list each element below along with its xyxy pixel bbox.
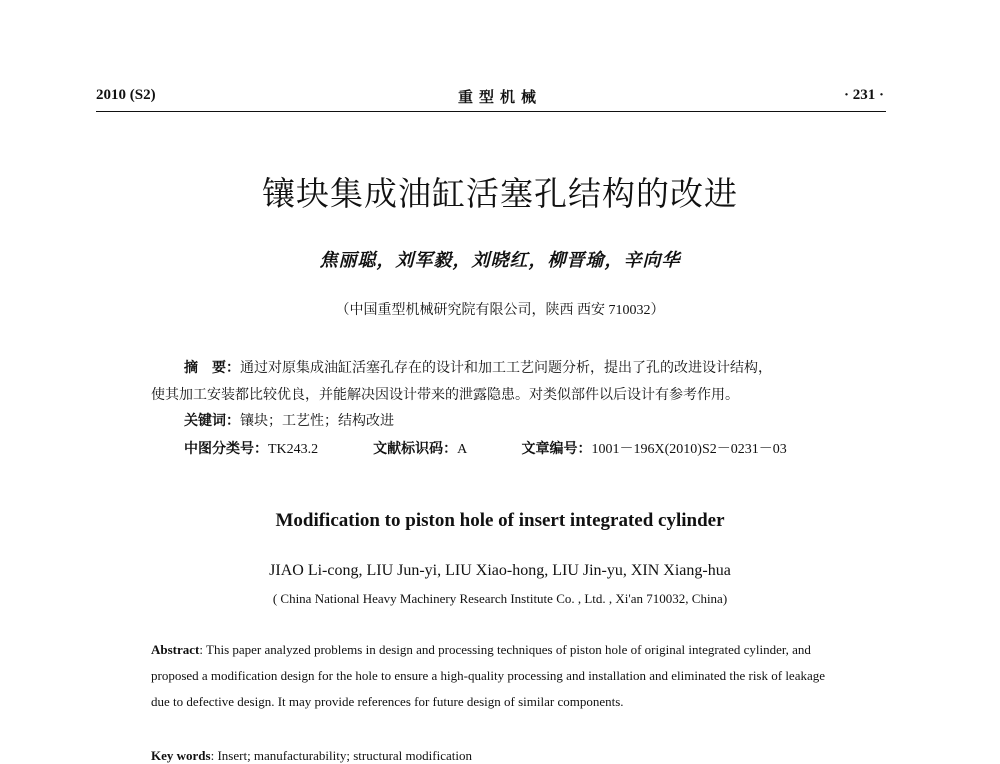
journal-name: 重型机械 [457,90,542,106]
page-number: · 231 · [843,87,884,103]
abstract-en [151,637,843,715]
keywords-cn-label: 关键词： [184,414,240,429]
classification-row [184,438,787,458]
authors-en: JIAO Li-cong, LIU Jun-yi, LIU Xiao-hong, LIU Jin-yu, XIN Xiang-hua [269,562,731,579]
keywords-cn [184,410,394,430]
abstract-cn-label: 摘 要： [184,361,240,376]
paper-title-cn: 镶块集成油缸活塞孔结构的改进 [262,174,738,213]
abstract-cn-line-2: 使其加工安装都比较优良，并能解决因设计带来的泄露隐患。对类似部件以后设计有参考作用。 [151,388,739,403]
affiliation-cn: （中国重型机械研究院有限公司，陕西 西安 710032） [335,303,665,318]
clc-label: 中图分类号： [184,442,268,457]
keywords-en-value: Insert; manufacturability; structural modification [217,748,472,763]
keywords-en [151,748,472,764]
abstract-en-sep: : [199,642,207,657]
keywords-en-label: Key words [151,748,211,763]
abstract-en-text: This paper analyzed problems in design and processing techniques of piston hole of original integrated cylinder, and proposed a modification design for the hole to ensure a high-quality processing and installation and eliminated the risk of leakage due to defective design. It may provide references for future design of similar components. [151,642,826,709]
authors-cn: 焦丽聪，刘军毅，刘晓红，柳晋瑜，辛向华 [319,250,681,270]
doc-code-label: 文献标识码： [373,442,458,457]
clc-value: TK243.2 [268,442,319,457]
issue-label: 2010 (S2) [96,87,156,103]
paper-title-en: Modification to piston hole of insert integrated cylinder [275,510,725,531]
abstract-en-label: Abstract [151,642,200,657]
abstract-cn-line-1: 通过对原集成油缸活塞孔存在的设计和加工工艺问题分析，提出了孔的改进设计结构， [240,361,772,376]
article-no-value: 1001－196X(2010)S2－0231－03 [591,442,787,457]
article-no-label: 文章编号： [521,442,592,457]
doc-code-value: A [457,442,467,457]
abstract-cn [184,357,772,377]
header-rule [96,111,886,112]
keywords-en-sep: : [210,748,218,763]
keywords-cn-value: 镶块；工艺性；结构改进 [240,414,394,429]
affiliation-en: ( China National Heavy Machinery Research Institute Co. , Ltd. , Xi'an 710032, China) [272,591,728,606]
